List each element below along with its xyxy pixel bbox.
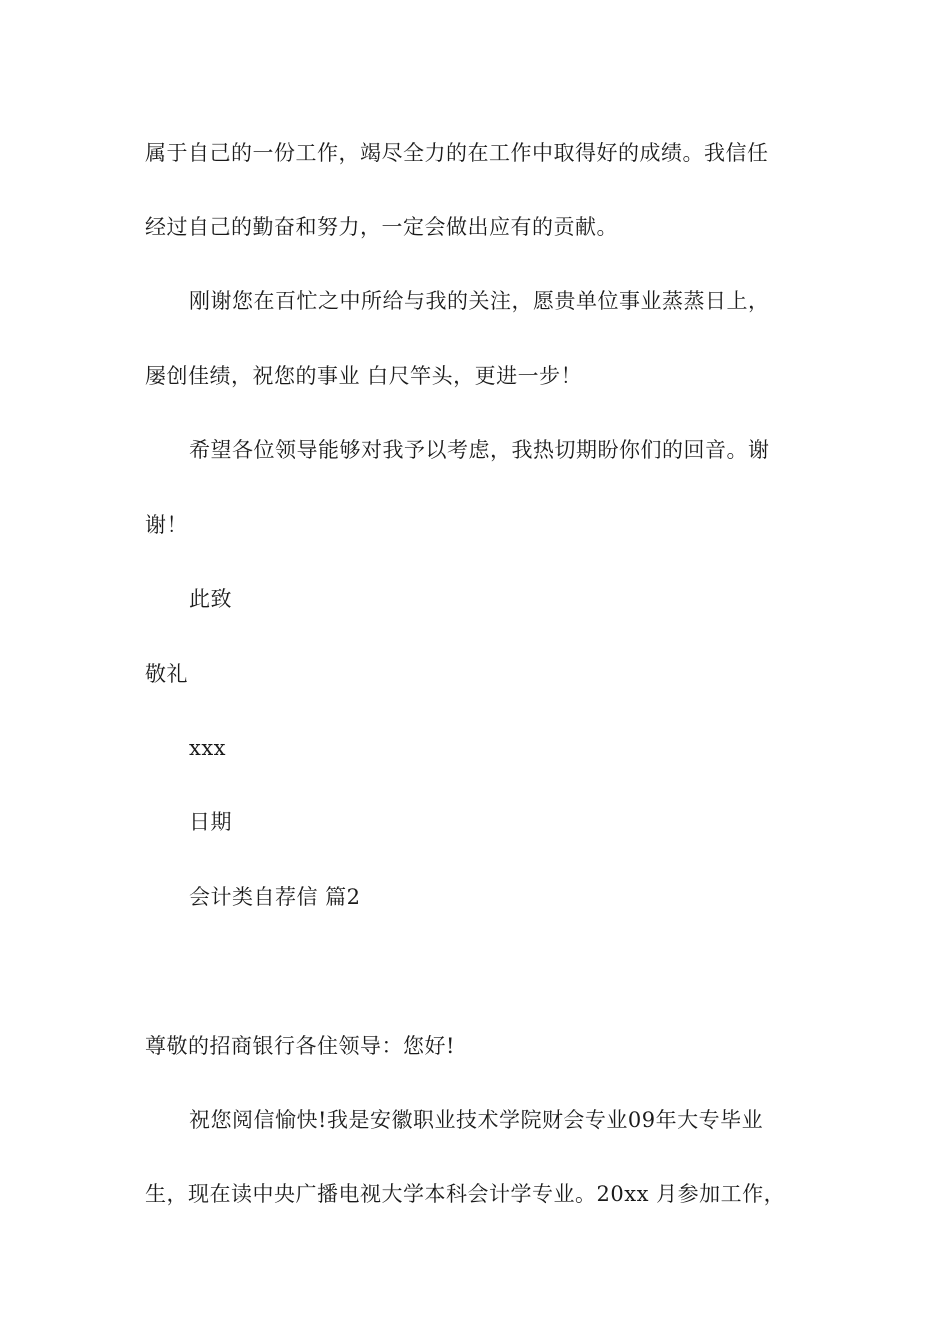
text-line: 属于自己的一份工作，竭尽全力的在工作中取得好的成绩。我信任 (145, 141, 769, 165)
text-line: 谢！ (145, 513, 188, 537)
closing-salutation: 此致 (189, 587, 232, 611)
signature-date: 日期 (189, 810, 232, 834)
closing-regards: 敬礼 (145, 662, 188, 686)
paragraph-start: 希望各位领导能够对我予以考虑，我热切期盼你们的回音。谢 (189, 438, 770, 462)
signature-name: xxx (189, 736, 227, 760)
letter-greeting: 尊敬的招商银行各住领导：您好! (145, 1034, 455, 1058)
text-line: 经过自己的勤奋和努力，一定会做出应有的贡献。 (145, 215, 618, 239)
section-title: 会计类自荐信 篇2 (189, 885, 361, 909)
paragraph-start: 刚谢您在百忙之中所给与我的关注，愿贵单位事业蒸蒸日上， (189, 289, 770, 313)
text-line: 生，现在读中央广播电视大学本科会计学专业。20xx 月参加工作， (145, 1182, 786, 1206)
text-line: 屡创佳绩，祝您的事业 白尺竿头，更进一步！ (145, 364, 583, 388)
paragraph-start: 祝您阅信愉快!我是安徽职业技术学院财会专业09年大专毕业 (189, 1108, 764, 1132)
